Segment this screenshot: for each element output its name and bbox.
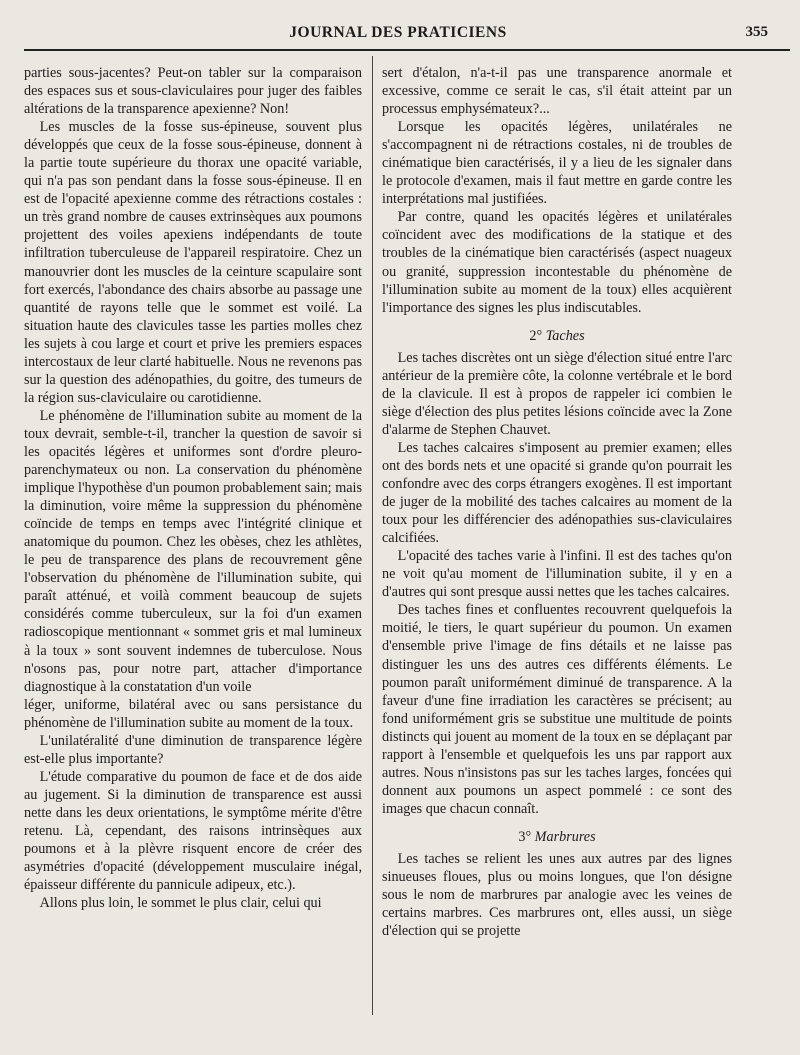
paragraph: Les taches calcaires s'imposent au premier examen; elles ont des bords nets et une opacité si grande qu'on pourrait les confondre avec des corps étrangers exogènes. Il est important de juger de la mobilité des taches calcaires au moment de la toux pour les différencier des adénopathies sus-claviculaires calcifiées. xyxy=(382,439,732,547)
section-number: 3° xyxy=(518,828,532,845)
column-divider xyxy=(372,56,373,1015)
paragraph: L'opacité des taches varie à l'infini. Il est des taches qu'on ne voit qu'au moment de l'illumination subite, il y en a d'autres qui sont presque aussi nettes que les taches calcaires. xyxy=(382,548,732,601)
journal-title: JOURNAL DES PRATICIENS xyxy=(289,24,507,41)
section-title: Marbrures xyxy=(534,828,596,845)
paragraph: sert d'étalon, n'a-t-il pas une transparence anormale et excessive, comme ce serait le cas, s'il était atteint par un processus emphysémateux?... xyxy=(382,65,732,118)
right-column xyxy=(382,64,732,1055)
section-heading-marbrures xyxy=(382,828,732,846)
running-header xyxy=(20,20,776,48)
paragraph: Les muscles de la fosse sus-épineuse, souvent plus développés que ceux de la fosse sous-épineuse, donnent à la partie toute supérieure du thorax une opacité variable, qui n'a pas son pendant dans la fosse sous-épineuse. Il en est de l'opacité apexienne comme des rétractions costales : un très grand nombre de causes extrinsèques aux poumons projettent des voiles apexiens indépendants de toute infiltration tuberculeuse de l'appareil respiratoire. Chez un manouvrier dont les muscles de la ceinture scapulaire sont fort exercés, l'abondance des chairs absorbe au passage une quantité de rayons telle que le sommet est voilé. La situation haute des clavicules tasse les parties molles chez les sujets à cou large et court et prive les premiers espaces intercostaux de leur clarté habituelle. Nous ne revenons pas sur la question des adénopathies, du goitre, des tumeurs de la région sus-claviculaire ou carotidienne. xyxy=(24,119,362,406)
paragraph: Par contre, quand les opacités légères et unilatérales coïncident avec des modifications de la statique et des troubles de la cinématique bien caractérisés (aspect nuageux ou granité, suppression incontestable du phénomène de l'illumination subite au moment de la toux) elles acquièrent l'importance des signes les plus indiscutables. xyxy=(382,209,732,316)
paragraph: Allons plus loin, le sommet le plus clair, celui qui xyxy=(39,895,322,912)
paragraph: Des taches fines et confluentes recouvrent quelquefois la moitié, le tiers, le quart supérieur du poumon. Un examen d'ensemble prive l'image de fins détails et ne laisse pas distinguer les uns des autres ces différents éléments. Le poumon paraît uniformément diminué de transparence. A la faveur d'une fine irradiation les caractères se précisent; au fond uniformément gris se substitue une multitude de points distincts qui jouent au moment de la toux en se déplaçant par rapport à l'ensemble et quelquefois les uns par rapport aux autres. Nous n'insistons pas sur les taches larges, foncées qui donnent aux poumons un aspect pommelé : ce sont des images que chacun connaît. xyxy=(382,602,732,817)
page-number: 355 xyxy=(745,24,768,40)
section-heading-taches xyxy=(382,327,732,345)
paragraph: léger, uniforme, bilatéral avec ou sans persistance du phénomène de l'illumination subite au moment de la toux. xyxy=(24,696,362,731)
section-title: Taches xyxy=(545,327,585,344)
paragraph: L'unilatéralité d'une diminution de transparence légère est-elle plus importante? xyxy=(24,732,362,767)
paragraph: Les taches se relient les unes aux autres par des lignes sinueuses floues, plus ou moins longues, que l'on désigne sous le nom de marbrures par analogie avec les veines de certains marbres. Ces marbrures ont, elles aussi, un siège d'élection qui se projette xyxy=(382,850,732,940)
paragraph: L'étude comparative du poumon de face et de dos aide au jugement. Si la diminution de transparence est aussi nette dans les deux orientations, le symptôme mérite d'être retenu. Là, cependant, des raisons intrinsèques aux poumons et à la plèvre risquent encore de créer des asymétries d'opacité (développement musculaire inégal, épaisseur différente du pannicule adipeux, etc.). xyxy=(24,768,362,894)
paragraph: Les taches discrètes ont un siège d'élection situé entre l'arc antérieur de la première côte, la colonne vertébrale et le bord de la clavicule. Il est à propos de rappeler ici combien le siège d'élection des plus petites lésions coïncide avec la Zone d'alarme de Stephen Chauvet. xyxy=(382,349,732,438)
left-column xyxy=(24,64,362,1055)
paragraph: Lorsque les opacités légères, unilatérales ne s'accompagnent ni de rétractions costales, ni de troubles de cinématique bien caractérisés, il y a lieu de les signaler dans le protocole d'examen, mais il faut mettre en garde contre les interprétations mal justifiées. xyxy=(382,119,732,208)
paragraph: Le phénomène de l'illumination subite au moment de la toux devrait, semble-t-il, trancher la question de savoir si les opacités légères et uniformes sont d'ordre pleuro-parenchymateux ou non. La conservation du phénomène implique l'hypothèse d'un poumon probablement sain; mais la diminution, voire même la suppression du phénomène coïncide de temps en temps avec l'intégrité clinique et anatomique du poumon. Chez les obèses, chez les athlètes, le peu de transparence des plans de recouvrement gêne l'observation du phénomène de l'illumination subite, qui paraît atténué, et voilà comment beaucoup de sujets considérés comme tuberculeux, sur la foi d'un examen radioscopique mentionnant « sommet gris et mal lumineux à la toux » sont souvent indemnes de tuberculose. Nous n'osons pas, pour notre part, attacher d'importance diagnostique à la constatation d'un voile xyxy=(24,407,362,695)
header-rule xyxy=(24,49,790,51)
section-number: 2° xyxy=(529,327,543,344)
paragraph: parties sous-jacentes? Peut-on tabler sur la comparaison des espaces sus et sous-claviculaires pour juger des faibles altérations de la transparence apexienne? Non! xyxy=(24,65,362,118)
